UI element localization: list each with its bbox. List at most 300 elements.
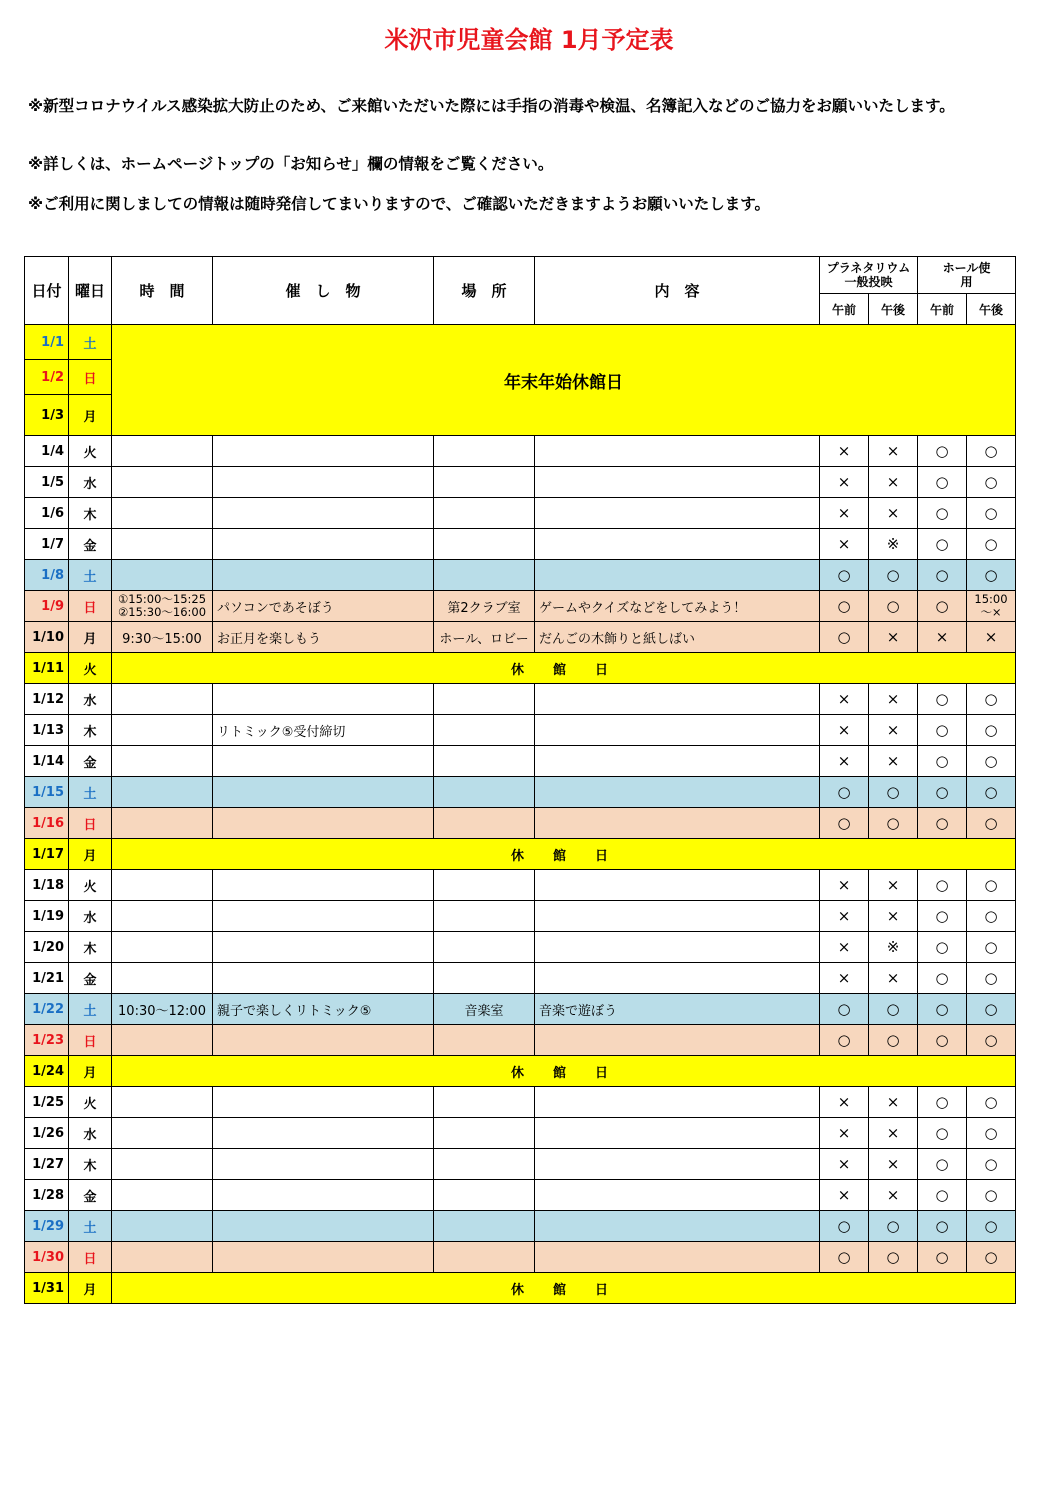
planetarium-pm-mark: ○ bbox=[869, 1242, 918, 1273]
schedule-row bbox=[25, 901, 1016, 932]
hall-am-mark: ○ bbox=[918, 1180, 967, 1211]
row-time bbox=[112, 1211, 213, 1242]
row-time: ①15:00～15:25 ②15:30～16:00 bbox=[112, 591, 213, 622]
header-place: 場 所 bbox=[434, 257, 535, 325]
hall-am-mark: ○ bbox=[918, 467, 967, 498]
planetarium-am-mark: × bbox=[820, 529, 869, 560]
hall-pm-mark: ○ bbox=[967, 901, 1016, 932]
row-time bbox=[112, 901, 213, 932]
hall-pm-mark: ○ bbox=[967, 560, 1016, 591]
schedule-row bbox=[25, 560, 1016, 591]
row-time bbox=[112, 746, 213, 777]
row-event bbox=[213, 901, 434, 932]
row-date: 1/4 bbox=[25, 436, 69, 467]
row-dow: 木 bbox=[69, 932, 112, 963]
row-dow: 土 bbox=[69, 1211, 112, 1242]
row-place bbox=[434, 870, 535, 901]
row-date: 1/20 bbox=[25, 932, 69, 963]
row-place bbox=[434, 777, 535, 808]
hall-am-mark: ○ bbox=[918, 1118, 967, 1149]
row-time: 10:30～12:00 bbox=[112, 994, 213, 1025]
row-event: パソコンであそぼう bbox=[213, 591, 434, 622]
planetarium-am-mark: × bbox=[820, 467, 869, 498]
schedule-row bbox=[25, 1242, 1016, 1273]
header-content: 内 容 bbox=[535, 257, 820, 325]
row-place bbox=[434, 529, 535, 560]
row-dow: 土 bbox=[69, 994, 112, 1025]
header-dow: 曜日 bbox=[69, 257, 112, 325]
schedule-row bbox=[25, 839, 1016, 870]
schedule-row bbox=[25, 1149, 1016, 1180]
hall-am-mark: ○ bbox=[918, 1211, 967, 1242]
planetarium-am-mark: ○ bbox=[820, 994, 869, 1025]
planetarium-am-mark: × bbox=[820, 963, 869, 994]
row-time bbox=[112, 715, 213, 746]
planetarium-pm-mark: × bbox=[869, 1180, 918, 1211]
planetarium-pm-mark: × bbox=[869, 870, 918, 901]
hall-am-mark: ○ bbox=[918, 808, 967, 839]
page-title: 米沢市児童会館 1月予定表 bbox=[384, 26, 674, 54]
row-dow: 土 bbox=[69, 560, 112, 591]
hall-am-mark: ○ bbox=[918, 746, 967, 777]
schedule-row bbox=[25, 1118, 1016, 1149]
row-event bbox=[213, 808, 434, 839]
row-event bbox=[213, 963, 434, 994]
row-dow: 日 bbox=[69, 808, 112, 839]
row-dow: 月 bbox=[69, 1273, 112, 1304]
row-dow: 水 bbox=[69, 901, 112, 932]
row-place bbox=[434, 1087, 535, 1118]
closed-label: 休 館 日 bbox=[112, 1273, 1016, 1304]
row-date: 1/1 bbox=[25, 325, 69, 360]
schedule-row bbox=[25, 591, 1016, 622]
row-place: 第2クラブ室 bbox=[434, 591, 535, 622]
row-content bbox=[535, 1180, 820, 1211]
header-planetarium-pm: 午後 bbox=[869, 294, 918, 325]
row-content: 音楽で遊ぼう bbox=[535, 994, 820, 1025]
row-time bbox=[112, 1025, 213, 1056]
row-place bbox=[434, 1211, 535, 1242]
row-dow: 木 bbox=[69, 498, 112, 529]
planetarium-am-mark: × bbox=[820, 1087, 869, 1118]
row-time bbox=[112, 1180, 213, 1211]
row-place: ホール、ロビー bbox=[434, 622, 535, 653]
row-date: 1/7 bbox=[25, 529, 69, 560]
hall-pm-mark: ○ bbox=[967, 1211, 1016, 1242]
hall-pm-mark: ○ bbox=[967, 963, 1016, 994]
schedule-row bbox=[25, 808, 1016, 839]
row-content bbox=[535, 808, 820, 839]
schedule-row bbox=[25, 684, 1016, 715]
hall-am-mark: ○ bbox=[918, 529, 967, 560]
row-date: 1/22 bbox=[25, 994, 69, 1025]
planetarium-pm-mark: ○ bbox=[869, 777, 918, 808]
row-dow: 月 bbox=[69, 395, 112, 436]
row-place bbox=[434, 436, 535, 467]
planetarium-pm-mark: × bbox=[869, 1149, 918, 1180]
row-event bbox=[213, 777, 434, 808]
planetarium-pm-mark: ○ bbox=[869, 1025, 918, 1056]
row-event bbox=[213, 1180, 434, 1211]
row-place bbox=[434, 1118, 535, 1149]
row-dow: 水 bbox=[69, 1118, 112, 1149]
row-date: 1/16 bbox=[25, 808, 69, 839]
hall-pm-mark: ○ bbox=[967, 1087, 1016, 1118]
row-dow: 土 bbox=[69, 325, 112, 360]
schedule-row bbox=[25, 963, 1016, 994]
row-content: ゲームやクイズなどをしてみよう！ bbox=[535, 591, 820, 622]
planetarium-am-mark: × bbox=[820, 715, 869, 746]
row-date: 1/31 bbox=[25, 1273, 69, 1304]
planetarium-pm-mark: ○ bbox=[869, 808, 918, 839]
hall-am-mark: ○ bbox=[918, 436, 967, 467]
row-dow: 水 bbox=[69, 684, 112, 715]
row-time bbox=[112, 1087, 213, 1118]
schedule-row bbox=[25, 467, 1016, 498]
row-content bbox=[535, 1149, 820, 1180]
hall-pm-mark: ○ bbox=[967, 1180, 1016, 1211]
row-place bbox=[434, 467, 535, 498]
row-date: 1/2 bbox=[25, 360, 69, 395]
hall-pm-mark: ○ bbox=[967, 808, 1016, 839]
row-place bbox=[434, 1025, 535, 1056]
planetarium-am-mark: × bbox=[820, 901, 869, 932]
planetarium-am-mark: × bbox=[820, 932, 869, 963]
schedule-row bbox=[25, 436, 1016, 467]
schedule-row bbox=[25, 1273, 1016, 1304]
row-time bbox=[112, 467, 213, 498]
row-time: 9:30～15:00 bbox=[112, 622, 213, 653]
row-dow: 木 bbox=[69, 1149, 112, 1180]
row-date: 1/29 bbox=[25, 1211, 69, 1242]
row-place bbox=[434, 560, 535, 591]
planetarium-pm-mark: × bbox=[869, 963, 918, 994]
notice-homepage: ※詳しくは、ホームページトップの「お知らせ」欄の情報をご覧ください。 bbox=[28, 155, 554, 173]
row-date: 1/8 bbox=[25, 560, 69, 591]
row-event bbox=[213, 1118, 434, 1149]
row-content bbox=[535, 560, 820, 591]
row-content bbox=[535, 1118, 820, 1149]
header-date: 日付 bbox=[25, 257, 69, 325]
row-place bbox=[434, 932, 535, 963]
row-content bbox=[535, 684, 820, 715]
hall-pm-mark: ○ bbox=[967, 436, 1016, 467]
row-place bbox=[434, 963, 535, 994]
row-dow: 金 bbox=[69, 963, 112, 994]
row-time bbox=[112, 870, 213, 901]
row-dow: 火 bbox=[69, 653, 112, 684]
row-dow: 月 bbox=[69, 1056, 112, 1087]
row-dow: 火 bbox=[69, 436, 112, 467]
hall-am-mark: ○ bbox=[918, 1025, 967, 1056]
notice-covid: ※新型コロナウイルス感染拡大防止のため、ご来館いただいた際には手指の消毒や検温、名簿記入などのご協力をお願いいたします。 bbox=[28, 97, 955, 115]
hall-am-mark: ○ bbox=[918, 591, 967, 622]
row-dow: 土 bbox=[69, 777, 112, 808]
row-date: 1/19 bbox=[25, 901, 69, 932]
row-dow: 月 bbox=[69, 622, 112, 653]
hall-pm-mark: ○ bbox=[967, 1118, 1016, 1149]
row-date: 1/15 bbox=[25, 777, 69, 808]
row-content bbox=[535, 870, 820, 901]
row-date: 1/27 bbox=[25, 1149, 69, 1180]
hall-pm-mark: ○ bbox=[967, 498, 1016, 529]
planetarium-pm-mark: × bbox=[869, 467, 918, 498]
schedule-row bbox=[25, 1211, 1016, 1242]
row-date: 1/25 bbox=[25, 1087, 69, 1118]
planetarium-pm-mark: × bbox=[869, 1118, 918, 1149]
hall-pm-mark: ○ bbox=[967, 746, 1016, 777]
row-place bbox=[434, 1242, 535, 1273]
row-dow: 日 bbox=[69, 1242, 112, 1273]
closed-label: 休 館 日 bbox=[112, 1056, 1016, 1087]
row-dow: 金 bbox=[69, 746, 112, 777]
hall-pm-mark: ○ bbox=[967, 467, 1016, 498]
row-place bbox=[434, 746, 535, 777]
row-event bbox=[213, 684, 434, 715]
row-place bbox=[434, 808, 535, 839]
planetarium-pm-mark: × bbox=[869, 901, 918, 932]
row-event bbox=[213, 1211, 434, 1242]
planetarium-pm-mark: ○ bbox=[869, 1211, 918, 1242]
row-event bbox=[213, 746, 434, 777]
row-content bbox=[535, 901, 820, 932]
planetarium-am-mark: ○ bbox=[820, 622, 869, 653]
row-date: 1/12 bbox=[25, 684, 69, 715]
row-event: リトミック⑤受付締切 bbox=[213, 715, 434, 746]
closed-label: 休 館 日 bbox=[112, 839, 1016, 870]
row-place: 音楽室 bbox=[434, 994, 535, 1025]
schedule-row bbox=[25, 1087, 1016, 1118]
planetarium-am-mark: ○ bbox=[820, 591, 869, 622]
row-dow: 日 bbox=[69, 360, 112, 395]
row-content bbox=[535, 1211, 820, 1242]
row-date: 1/14 bbox=[25, 746, 69, 777]
hall-pm-mark: ○ bbox=[967, 529, 1016, 560]
hall-pm-mark: ○ bbox=[967, 1025, 1016, 1056]
row-date: 1/23 bbox=[25, 1025, 69, 1056]
hall-pm-mark: ○ bbox=[967, 870, 1016, 901]
row-dow: 火 bbox=[69, 870, 112, 901]
schedule-row bbox=[25, 870, 1016, 901]
row-place bbox=[434, 715, 535, 746]
row-event: 親子で楽しくリトミック⑤ bbox=[213, 994, 434, 1025]
hall-pm-mark: ○ bbox=[967, 684, 1016, 715]
row-content bbox=[535, 436, 820, 467]
row-time bbox=[112, 529, 213, 560]
hall-am-mark: ○ bbox=[918, 901, 967, 932]
header-hall-am: 午前 bbox=[918, 294, 967, 325]
planetarium-am-mark: × bbox=[820, 1180, 869, 1211]
schedule-row bbox=[25, 498, 1016, 529]
planetarium-am-mark: × bbox=[820, 684, 869, 715]
header-hall bbox=[918, 257, 1016, 294]
row-content bbox=[535, 1087, 820, 1118]
row-dow: 火 bbox=[69, 1087, 112, 1118]
row-content bbox=[535, 467, 820, 498]
hall-pm-mark: ○ bbox=[967, 715, 1016, 746]
row-content bbox=[535, 498, 820, 529]
hall-am-mark: ○ bbox=[918, 560, 967, 591]
row-content bbox=[535, 777, 820, 808]
row-date: 1/28 bbox=[25, 1180, 69, 1211]
header-planetarium bbox=[820, 257, 918, 294]
row-event bbox=[213, 1242, 434, 1273]
planetarium-pm-mark: × bbox=[869, 436, 918, 467]
row-place bbox=[434, 1180, 535, 1211]
row-content bbox=[535, 1242, 820, 1273]
row-event bbox=[213, 436, 434, 467]
row-dow: 水 bbox=[69, 467, 112, 498]
planetarium-am-mark: ○ bbox=[820, 560, 869, 591]
row-event: お正月を楽しもう bbox=[213, 622, 434, 653]
hall-am-mark: ○ bbox=[918, 932, 967, 963]
row-place bbox=[434, 1149, 535, 1180]
hall-am-mark: ○ bbox=[918, 870, 967, 901]
planetarium-pm-mark: ※ bbox=[869, 529, 918, 560]
row-event bbox=[213, 467, 434, 498]
planetarium-pm-mark: ○ bbox=[869, 560, 918, 591]
row-place bbox=[434, 498, 535, 529]
row-date: 1/3 bbox=[25, 395, 69, 436]
hall-am-mark: ○ bbox=[918, 963, 967, 994]
planetarium-am-mark: × bbox=[820, 746, 869, 777]
header-time: 時 間 bbox=[112, 257, 213, 325]
schedule-row bbox=[25, 622, 1016, 653]
hall-pm-mark: ○ bbox=[967, 1242, 1016, 1273]
hall-pm-mark: ○ bbox=[967, 994, 1016, 1025]
row-date: 1/30 bbox=[25, 1242, 69, 1273]
hall-am-mark: ○ bbox=[918, 715, 967, 746]
row-date: 1/13 bbox=[25, 715, 69, 746]
row-event bbox=[213, 1087, 434, 1118]
row-time bbox=[112, 963, 213, 994]
planetarium-pm-mark: × bbox=[869, 684, 918, 715]
row-time bbox=[112, 1242, 213, 1273]
schedule-row bbox=[25, 777, 1016, 808]
schedule-row bbox=[25, 994, 1016, 1025]
planetarium-am-mark: ○ bbox=[820, 1211, 869, 1242]
hall-pm-mark: ○ bbox=[967, 932, 1016, 963]
row-time bbox=[112, 777, 213, 808]
planetarium-pm-mark: × bbox=[869, 715, 918, 746]
schedule-row bbox=[25, 932, 1016, 963]
row-event bbox=[213, 1025, 434, 1056]
schedule-row bbox=[25, 1056, 1016, 1087]
schedule-row bbox=[25, 1180, 1016, 1211]
schedule-row bbox=[25, 653, 1016, 684]
row-date: 1/10 bbox=[25, 622, 69, 653]
planetarium-am-mark: × bbox=[820, 1149, 869, 1180]
hall-am-mark: ○ bbox=[918, 684, 967, 715]
schedule-row bbox=[25, 746, 1016, 777]
row-date: 1/6 bbox=[25, 498, 69, 529]
row-content bbox=[535, 1025, 820, 1056]
row-event bbox=[213, 529, 434, 560]
row-content: だんごの木飾りと紙しばい bbox=[535, 622, 820, 653]
row-event bbox=[213, 1149, 434, 1180]
hall-am-mark: ○ bbox=[918, 498, 967, 529]
schedule-table bbox=[24, 256, 1016, 1304]
planetarium-pm-mark: × bbox=[869, 622, 918, 653]
planetarium-pm-mark: ※ bbox=[869, 932, 918, 963]
row-date: 1/21 bbox=[25, 963, 69, 994]
planetarium-am-mark: × bbox=[820, 498, 869, 529]
planetarium-pm-mark: × bbox=[869, 498, 918, 529]
row-place bbox=[434, 901, 535, 932]
row-time bbox=[112, 498, 213, 529]
planetarium-pm-mark: × bbox=[869, 1087, 918, 1118]
header-hall-pm: 午後 bbox=[967, 294, 1016, 325]
hall-am-mark: ○ bbox=[918, 777, 967, 808]
row-dow: 月 bbox=[69, 839, 112, 870]
row-time bbox=[112, 436, 213, 467]
row-content bbox=[535, 715, 820, 746]
notice-info: ※ご利用に関しましての情報は随時発信してまいりますので、ご確認いただきますようお願いいたします。 bbox=[28, 195, 771, 213]
row-content bbox=[535, 529, 820, 560]
hall-pm-mark: ○ bbox=[967, 777, 1016, 808]
hall-am-mark: ○ bbox=[918, 1087, 967, 1118]
row-event bbox=[213, 870, 434, 901]
row-place bbox=[434, 684, 535, 715]
planetarium-am-mark: × bbox=[820, 870, 869, 901]
row-dow: 金 bbox=[69, 1180, 112, 1211]
row-dow: 日 bbox=[69, 591, 112, 622]
planetarium-am-mark: × bbox=[820, 1118, 869, 1149]
row-time bbox=[112, 1149, 213, 1180]
planetarium-am-mark: ○ bbox=[820, 1242, 869, 1273]
hall-pm-mark: × bbox=[967, 622, 1016, 653]
hall-am-mark: ○ bbox=[918, 1242, 967, 1273]
schedule-row bbox=[25, 529, 1016, 560]
row-time bbox=[112, 560, 213, 591]
planetarium-pm-mark: × bbox=[869, 746, 918, 777]
row-date: 1/18 bbox=[25, 870, 69, 901]
row-content bbox=[535, 932, 820, 963]
planetarium-am-mark: ○ bbox=[820, 808, 869, 839]
header-planetarium-am: 午前 bbox=[820, 294, 869, 325]
header-row bbox=[25, 257, 1016, 294]
hall-pm-mark: 15:00 ～× bbox=[967, 591, 1016, 622]
row-content bbox=[535, 746, 820, 777]
row-date: 1/17 bbox=[25, 839, 69, 870]
row-date: 1/26 bbox=[25, 1118, 69, 1149]
row-date: 1/24 bbox=[25, 1056, 69, 1087]
hall-am-mark: ○ bbox=[918, 1149, 967, 1180]
row-event bbox=[213, 498, 434, 529]
row-time bbox=[112, 684, 213, 715]
row-time bbox=[112, 1118, 213, 1149]
header-planetarium-label: プラネタリウム一般投映 bbox=[826, 261, 911, 289]
planetarium-am-mark: ○ bbox=[820, 777, 869, 808]
header-hall-label: ホール使用 bbox=[942, 261, 991, 289]
hall-am-mark: ○ bbox=[918, 994, 967, 1025]
row-dow: 日 bbox=[69, 1025, 112, 1056]
row-date: 1/11 bbox=[25, 653, 69, 684]
row-date: 1/5 bbox=[25, 467, 69, 498]
row-event bbox=[213, 932, 434, 963]
closed-label: 休 館 日 bbox=[112, 653, 1016, 684]
hall-pm-mark: ○ bbox=[967, 1149, 1016, 1180]
planetarium-am-mark: ○ bbox=[820, 1025, 869, 1056]
row-content bbox=[535, 963, 820, 994]
planetarium-pm-mark: ○ bbox=[869, 591, 918, 622]
holiday-label: 年末年始休館日 bbox=[112, 325, 1016, 436]
row-event bbox=[213, 560, 434, 591]
schedule-row bbox=[25, 715, 1016, 746]
planetarium-am-mark: × bbox=[820, 436, 869, 467]
row-dow: 木 bbox=[69, 715, 112, 746]
hall-am-mark: × bbox=[918, 622, 967, 653]
